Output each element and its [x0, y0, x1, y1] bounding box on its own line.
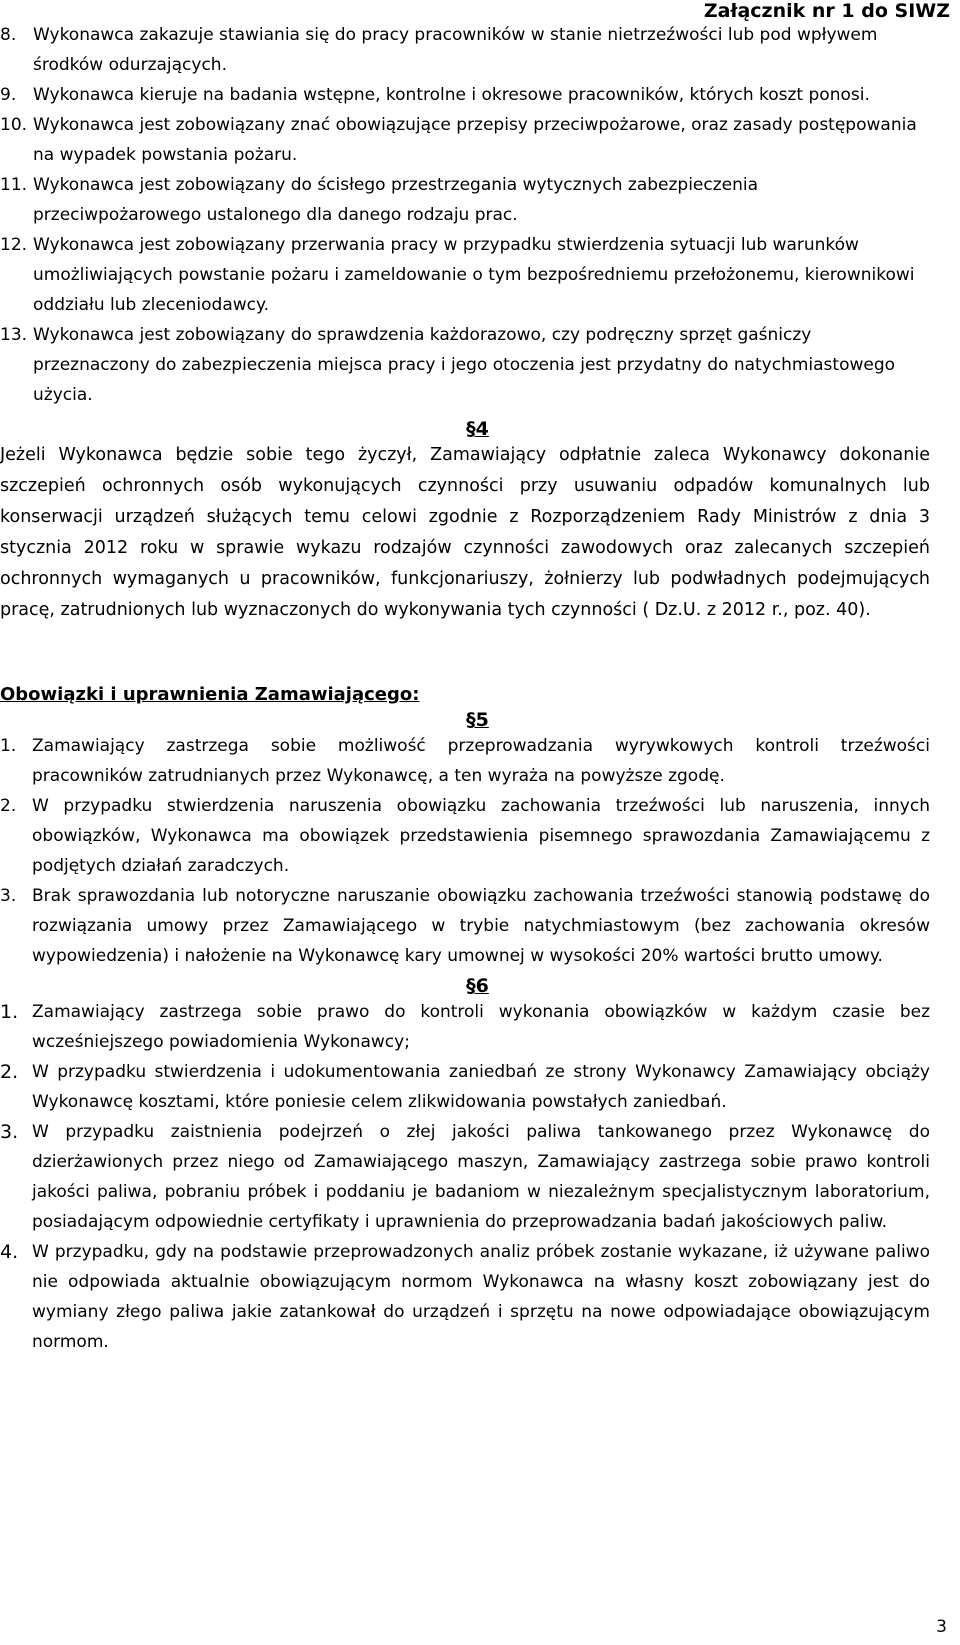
list-item [0, 881, 930, 971]
section-4-mark: §4 [466, 418, 489, 440]
list-item [0, 20, 930, 80]
list-item [0, 170, 930, 230]
list-item-text: Brak sprawozdania lub notoryczne naruszanie obowiązku zachowania trzeźwości stanowią podstawę do rozwiązania umowy przez Zamawiającego w trybie natychmiastowym (bez zachowania okresów wypowiedzenia) i nałożenie na Wykonawcę kary umownej w wysokości 20% wartości brutto umowy. [32, 886, 930, 966]
list-item-text: Wykonawca kieruje na badania wstępne, kontrolne i okresowe pracowników, których koszt ponosi. [33, 85, 870, 105]
list-item-number: 4. [0, 1241, 19, 1263]
obligations-heading: Obowiązki i uprawnienia Zamawiającego: [0, 684, 420, 705]
list-item [0, 1117, 930, 1237]
list-item-text: W przypadku, gdy na podstawie przeprowadzonych analiz próbek zostanie wykazane, iż używane paliwo nie odpowiada aktualnie obowiązującym normom Wykonawca na własny koszt zobowiązany jest do wymiany złego paliwa jakie zatankował do urządzeń i sprzętu na nowe odpowiadające obowiązującym normom. [32, 1242, 930, 1352]
list-item [0, 731, 930, 791]
list-item-number: 1. [0, 736, 17, 756]
list-item-number: 12. [0, 235, 28, 255]
list-obligations-contractor [0, 20, 930, 1357]
list-item-text: Wykonawca jest zobowiązany do ścisłego przestrzegania wytycznych zabezpieczenia przeciwpożarowego ustalonego dla danego rodzaju prac. [33, 175, 759, 225]
page-number: 3 [936, 1617, 947, 1637]
list-item-number: 2. [0, 1061, 19, 1083]
list-item-number: 9. [0, 85, 17, 105]
list-item [0, 230, 930, 320]
list-item-number: 8. [0, 25, 17, 45]
list-item-text: W przypadku zaistnienia podejrzeń o złej jakości paliwa tankowanego przez Wykonawcę do dzierżawionych przez niego od Zamawiającego maszyn, Zamawiający zastrzega sobie prawo kontroli jakości paliwa, pobraniu próbek i poddaniu je badaniom w niezależnym specjalistycznym laboratorium, posiadającym odpowiednie certyfikaty i uprawnienia do przeprowadzania badań jakościowych paliw. [32, 1122, 930, 1232]
list-item [0, 1057, 930, 1117]
attachment-label: Załącznik nr 1 do SIWZ [703, 0, 950, 22]
list-item-text: W przypadku stwierdzenia i udokumentowania zaniedbań ze strony Wykonawcy Zamawiający obciąży Wykonawcę kosztami, które poniesie celem zlikwidowania powstałych zaniedbań. [32, 1062, 930, 1112]
list-item-number: 2. [0, 796, 17, 816]
list-item [0, 1237, 930, 1357]
list-item-text: W przypadku stwierdzenia naruszenia obowiązku zachowania trzeźwości lub naruszenia, innych obowiązków, Wykonawca ma obowiązek przedstawienia pisemnego sprawozdania Zamawiającemu z podjętych działań zaradczych. [32, 796, 930, 876]
list-item [0, 80, 930, 110]
list-item-text: Wykonawca zakazuje stawiania się do pracy pracowników w stanie nietrzeźwości lub pod wpływem środków odurzających. [33, 25, 878, 75]
list-item-text: Wykonawca jest zobowiązany przerwania pracy w przypadku stwierdzenia sytuacji lub warunków umożliwiających powstanie pożaru i zameldowanie o tym bezpośredniemu przełożonemu, kierownikowi oddziału lub zleceniodawcy. [33, 235, 915, 315]
list-item-number: 3. [0, 886, 17, 906]
list-item-number: 11. [0, 175, 28, 195]
section-4-paragraph: Jeżeli Wykonawca będzie sobie tego życzył, Zamawiający odpłatnie zaleca Wykonawcy dokonanie szczepień ochronnych osób wykonujących czynności przy usuwaniu odpadów komunalnych lub konserwacji urządzeń służących temu celowi zgodnie z Rozporządzeniem Rady Ministrów z dnia 3 stycznia 2012 roku w sprawie wykazu rodzajów czynności zawodowych oraz zalecanych szczepień ochronnych wymaganych u pracowników, funkcjonariuszy, żołnierzy lub podwładnych podejmujących pracę, zatrudnionych lub wyznaczonych do wykonywania tych czynności ( Dz.U. z 2012 r., poz. 40). [0, 445, 930, 620]
list-item-number: 1. [0, 1001, 19, 1023]
list-item [0, 791, 930, 881]
list-item-number: 13. [0, 325, 28, 345]
list-item-number: 10. [0, 115, 28, 135]
section-5-mark: §5 [466, 709, 489, 731]
list-item-text: Zamawiający zastrzega sobie prawo do kontroli wykonania obowiązków w każdym czasie bez wcześniejszego powiadomienia Wykonawcy; [32, 1002, 930, 1052]
list-item [0, 110, 930, 170]
list-item-text: Zamawiający zastrzega sobie możliwość przeprowadzania wyrywkowych kontroli trzeźwości pracowników zatrudnianych przez Wykonawcę, a ten wyraża na powyższe zgodę. [32, 736, 930, 786]
section-6-mark: §6 [466, 975, 489, 997]
list-item-text: Wykonawca jest zobowiązany znać obowiązujące przepisy przeciwpożarowe, oraz zasady postępowania na wypadek powstania pożaru. [33, 115, 917, 165]
list-item [0, 320, 930, 410]
list-item-number: 3. [0, 1121, 19, 1143]
list-item [0, 997, 930, 1057]
list-item-text: Wykonawca jest zobowiązany do sprawdzenia każdorazowo, czy podręczny sprzęt gaśniczy przeznaczony do zabezpieczenia miejsca pracy i jego otoczenia jest przydatny do natychmiastowego użycia. [33, 325, 896, 405]
